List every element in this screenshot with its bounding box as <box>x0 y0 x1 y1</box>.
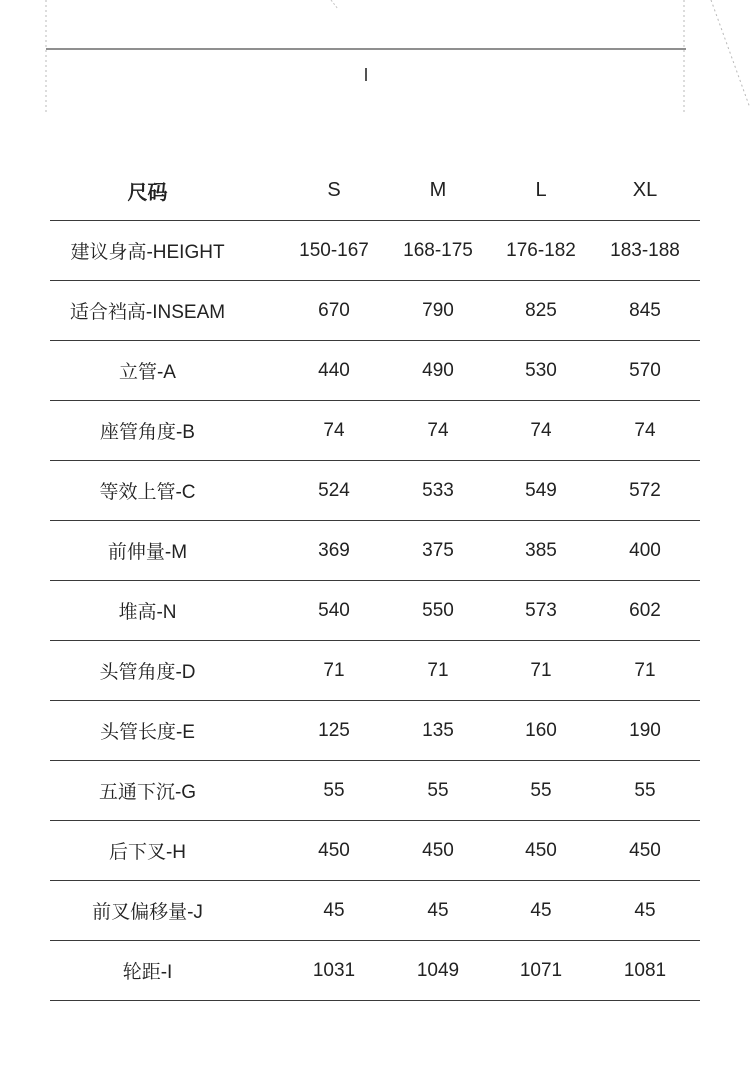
row-value: 176-182 <box>506 239 576 261</box>
row-label: 头管长度-E <box>99 722 195 743</box>
row-value: 400 <box>629 539 661 561</box>
size-geometry-table <box>50 160 700 1001</box>
row-value: 71 <box>427 659 449 681</box>
table-row <box>50 941 700 1001</box>
row-value: 1049 <box>416 959 460 981</box>
row-label: 前伸量-M <box>107 542 188 563</box>
header-size-label: 尺码 <box>127 181 168 204</box>
row-label: 建议身高-HEIGHT <box>70 242 225 263</box>
row-label: 座管角度-B <box>99 422 195 443</box>
table-row <box>50 461 700 521</box>
row-value: 45 <box>323 899 345 921</box>
geometry-diagram-fragment <box>0 0 750 112</box>
table-row <box>50 581 700 641</box>
row-value: 450 <box>422 839 454 861</box>
row-label: 等效上管-C <box>99 482 196 503</box>
row-value: 1031 <box>312 959 356 981</box>
row-value: 450 <box>318 839 350 861</box>
row-value: 790 <box>422 299 454 321</box>
row-label: 轮距-I <box>122 962 173 983</box>
row-value: 845 <box>629 299 661 321</box>
row-value: 1081 <box>623 959 667 981</box>
row-label: 后下叉-H <box>108 842 187 863</box>
row-value: 71 <box>530 659 552 681</box>
row-value: 74 <box>323 419 345 441</box>
row-value: 150-167 <box>299 239 369 261</box>
diagram-lines <box>0 0 750 112</box>
table-row <box>50 401 700 461</box>
row-value: 55 <box>634 779 656 801</box>
table-row <box>50 641 700 701</box>
row-label: 五通下沉-G <box>98 782 197 803</box>
header-size-s: S <box>327 178 341 201</box>
row-label: 堆高-N <box>118 602 177 623</box>
table-row <box>50 221 700 281</box>
table-row <box>50 341 700 401</box>
row-value: 602 <box>629 599 661 621</box>
row-value: 573 <box>525 599 557 621</box>
row-value: 550 <box>422 599 454 621</box>
row-value: 490 <box>422 359 454 381</box>
row-value: 369 <box>318 539 350 561</box>
row-value: 71 <box>634 659 656 681</box>
table-row <box>50 881 700 941</box>
row-value: 55 <box>427 779 449 801</box>
row-value: 385 <box>525 539 557 561</box>
row-value: 1071 <box>519 959 563 981</box>
row-value: 533 <box>422 479 454 501</box>
row-value: 74 <box>634 419 656 441</box>
row-value: 74 <box>530 419 552 441</box>
row-value: 825 <box>525 299 557 321</box>
row-value: 168-175 <box>403 239 473 261</box>
row-value: 135 <box>422 719 454 741</box>
row-value: 549 <box>525 479 557 501</box>
row-value: 45 <box>634 899 656 921</box>
row-value: 55 <box>530 779 552 801</box>
row-value: 74 <box>427 419 449 441</box>
row-value: 450 <box>629 839 661 861</box>
table-header-row <box>50 160 700 221</box>
row-value: 71 <box>323 659 345 681</box>
row-label: 头管角度-D <box>99 662 196 683</box>
dimension-label: I <box>363 65 369 85</box>
row-value: 183-188 <box>610 239 680 261</box>
row-value: 375 <box>422 539 454 561</box>
row-value: 572 <box>629 479 661 501</box>
row-value: 160 <box>525 719 557 741</box>
row-value: 530 <box>525 359 557 381</box>
header-size-xl: XL <box>632 178 658 201</box>
row-label: 前叉偏移量-J <box>92 902 203 923</box>
row-value: 45 <box>530 899 552 921</box>
row-value: 670 <box>318 299 350 321</box>
table-row <box>50 521 700 581</box>
header-size-m: M <box>429 178 447 201</box>
row-label: 立管-A <box>118 362 176 383</box>
row-label: 适合裆高-INSEAM <box>69 302 226 323</box>
table-row <box>50 761 700 821</box>
row-value: 524 <box>318 479 350 501</box>
row-value: 55 <box>323 779 345 801</box>
table-row <box>50 701 700 761</box>
row-value: 450 <box>525 839 557 861</box>
row-value: 440 <box>318 359 350 381</box>
row-value: 540 <box>318 599 350 621</box>
table-row <box>50 281 700 341</box>
row-value: 190 <box>629 719 661 741</box>
table-row <box>50 821 700 881</box>
row-value: 45 <box>427 899 449 921</box>
header-size-l: L <box>535 178 547 201</box>
row-value: 570 <box>629 359 661 381</box>
row-value: 125 <box>318 719 350 741</box>
